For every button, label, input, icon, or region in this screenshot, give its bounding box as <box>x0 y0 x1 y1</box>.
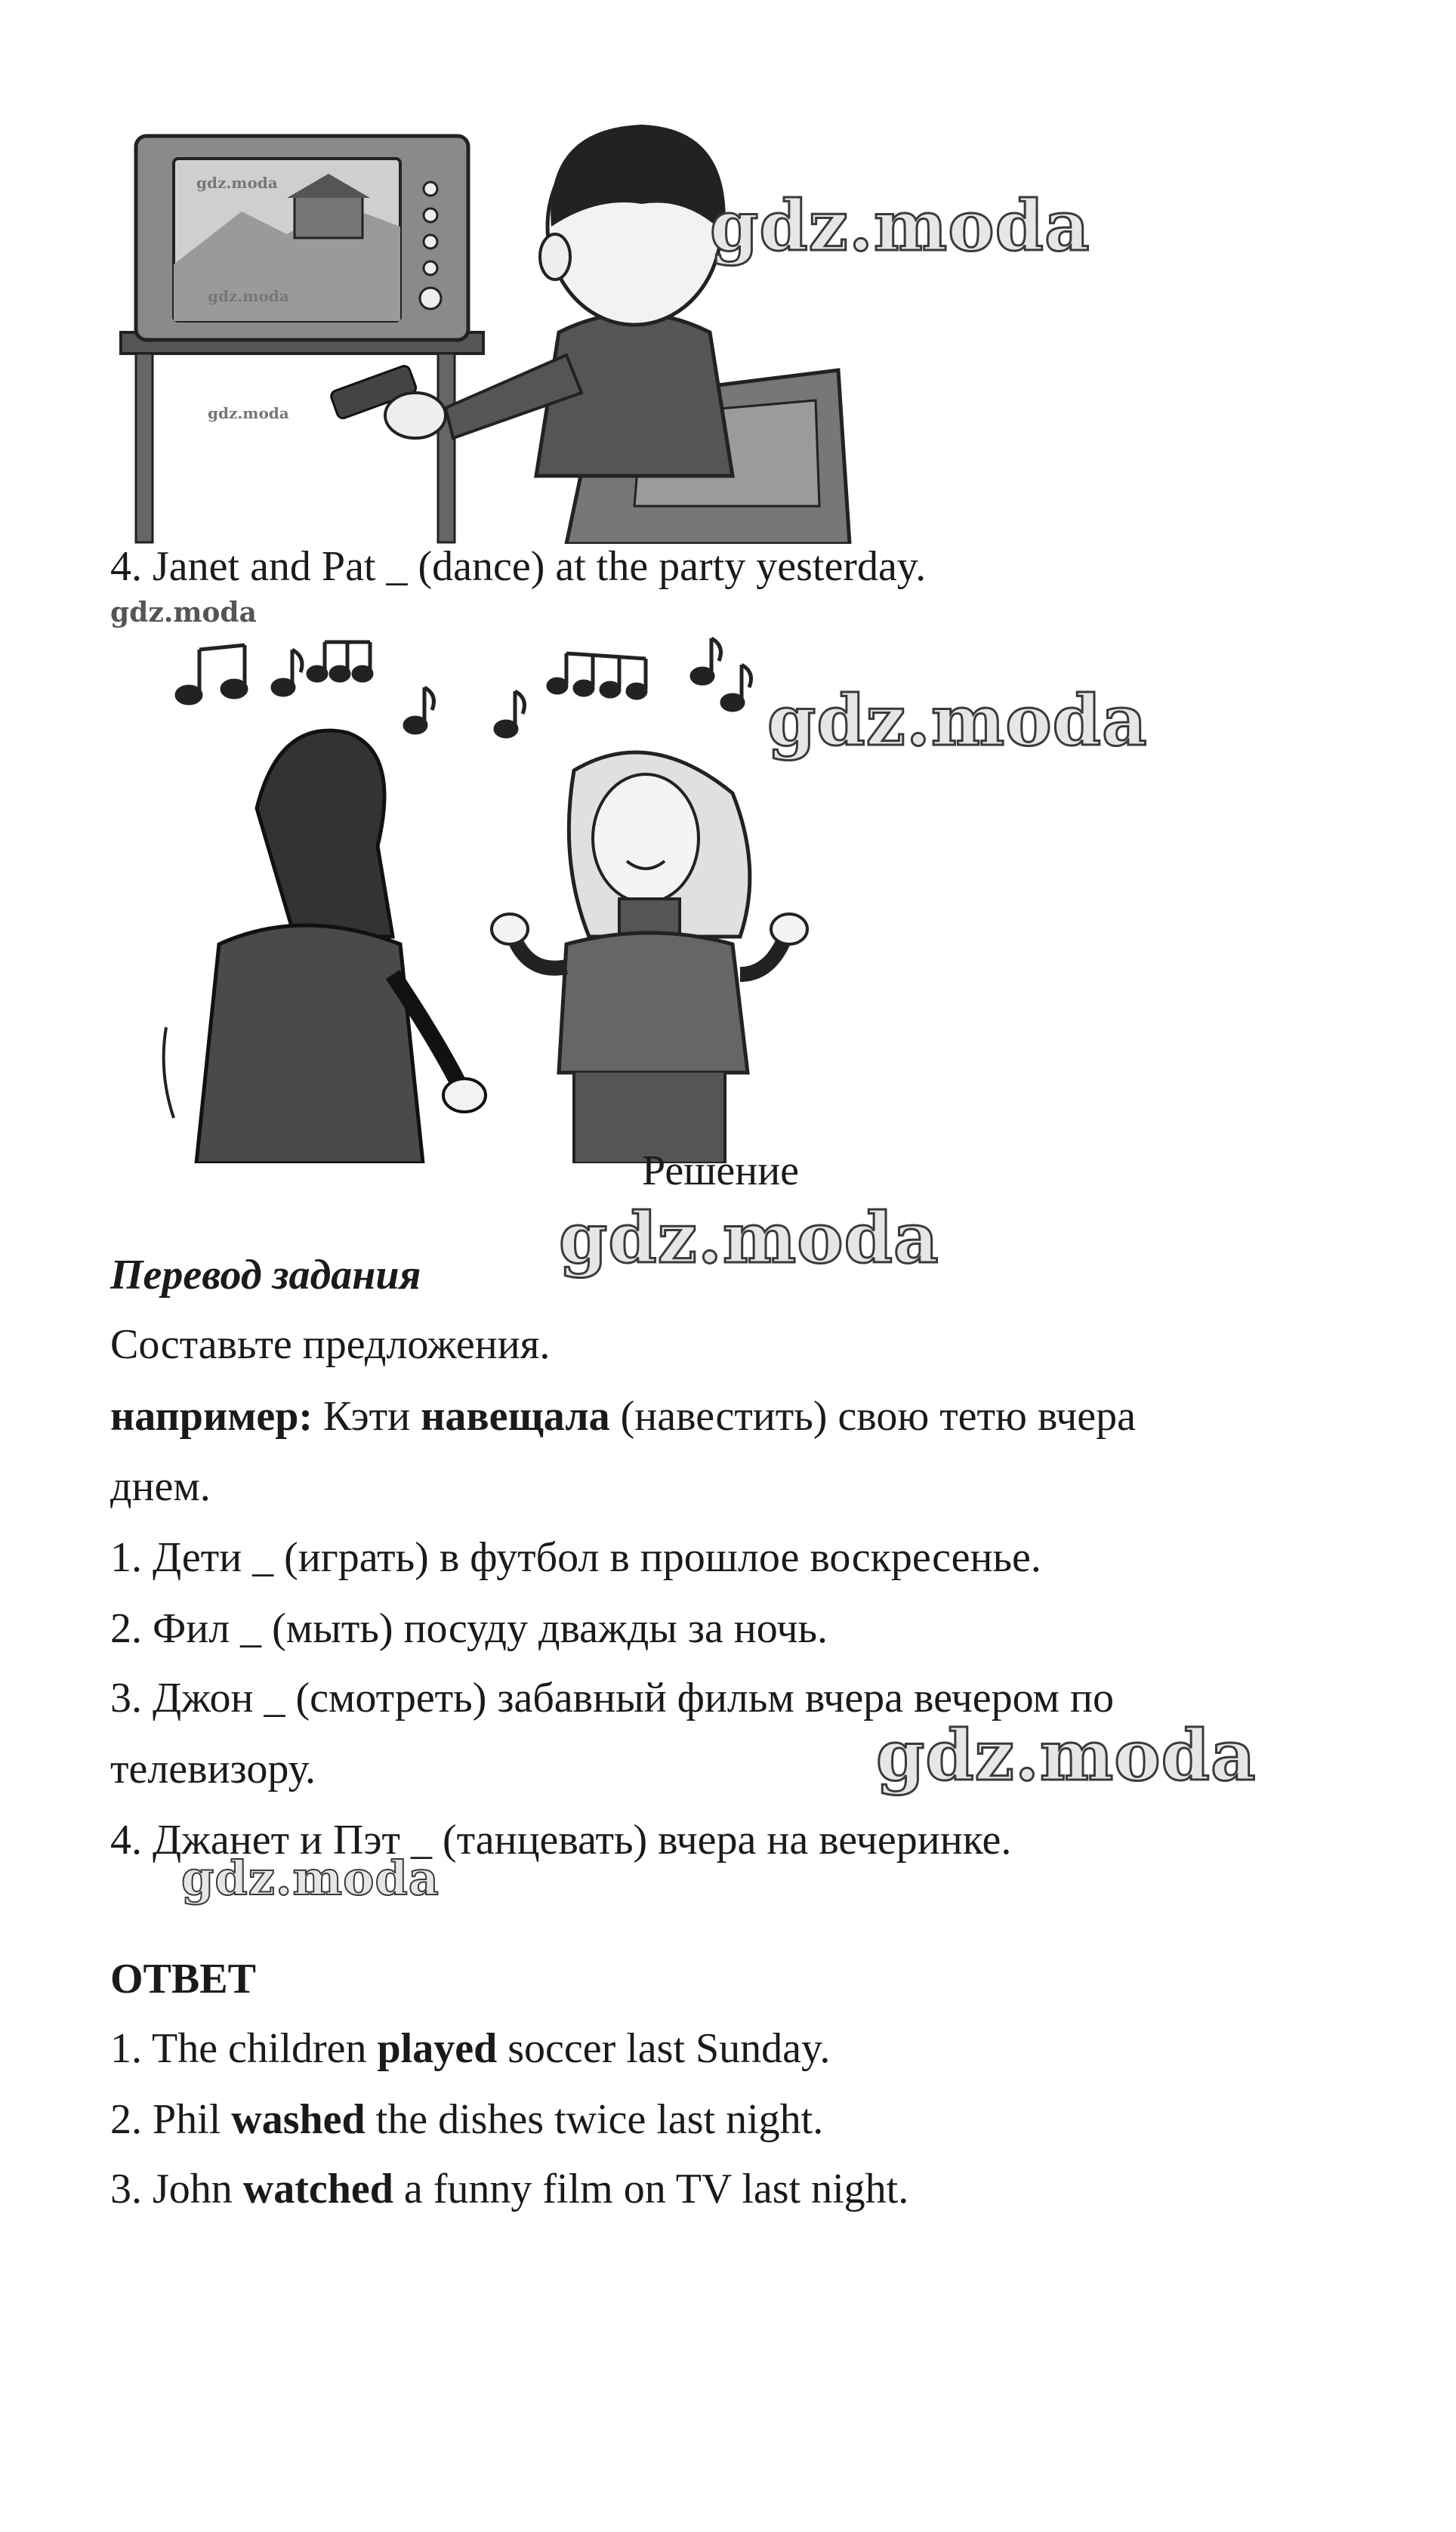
example-verb: навещала <box>421 1393 610 1440</box>
translation-item-3: 3. Джон _ (смотреть) забавный фильм вчера вечером по <box>110 1675 1114 1721</box>
answer-2: 2. Phil washed the dishes twice last night. <box>110 2096 824 2143</box>
watermark: gdz.moda <box>181 1851 440 1906</box>
answer-3: 3. John watched a funny film on TV last night. <box>110 2166 909 2212</box>
answer-heading: ОТВЕТ <box>110 1956 256 2002</box>
example-label: например: <box>110 1393 313 1440</box>
illustration-boy-watching-tv <box>113 83 868 544</box>
watermark-small: gdz.moda <box>208 404 289 422</box>
illustration-girls-dancing <box>106 619 831 1163</box>
solution-heading: Решение <box>642 1147 800 1194</box>
translation-item-1: 1. Дети _ (играть) в футбол в прошлое воскресенье. <box>110 1534 1041 1581</box>
watermark: gdz.moda <box>876 1715 1257 1796</box>
translation-item-4: 4. Джанет и Пэт _ (танцевать) вчера на вечеринке. <box>110 1817 1012 1863</box>
watermark-small: gdz.moda <box>208 287 289 305</box>
watermark-small: gdz.moda <box>196 174 278 192</box>
translation-item-3-continuation: телевизору. <box>110 1746 316 1792</box>
translation-heading: Перевод задания <box>110 1252 421 1298</box>
example-line: например: Кэти навещала (навестить) свою тетю вчера <box>110 1393 1137 1440</box>
watermark-small: gdz.moda <box>110 597 257 628</box>
instruction: Составьте предложения. <box>110 1321 551 1368</box>
watermark: gdz.moda <box>559 1197 939 1279</box>
watermark: gdz.moda <box>710 185 1090 267</box>
answer-1: 1. The children played soccer last Sunday. <box>110 2025 831 2072</box>
translation-item-2: 2. Фил _ (мыть) посуду дважды за ночь. <box>110 1605 828 1652</box>
example-continuation: днем. <box>110 1463 211 1510</box>
watermark: gdz.moda <box>767 680 1148 761</box>
exercise-4-sentence: 4. Janet and Pat _ (dance) at the party yesterday. <box>110 543 927 590</box>
